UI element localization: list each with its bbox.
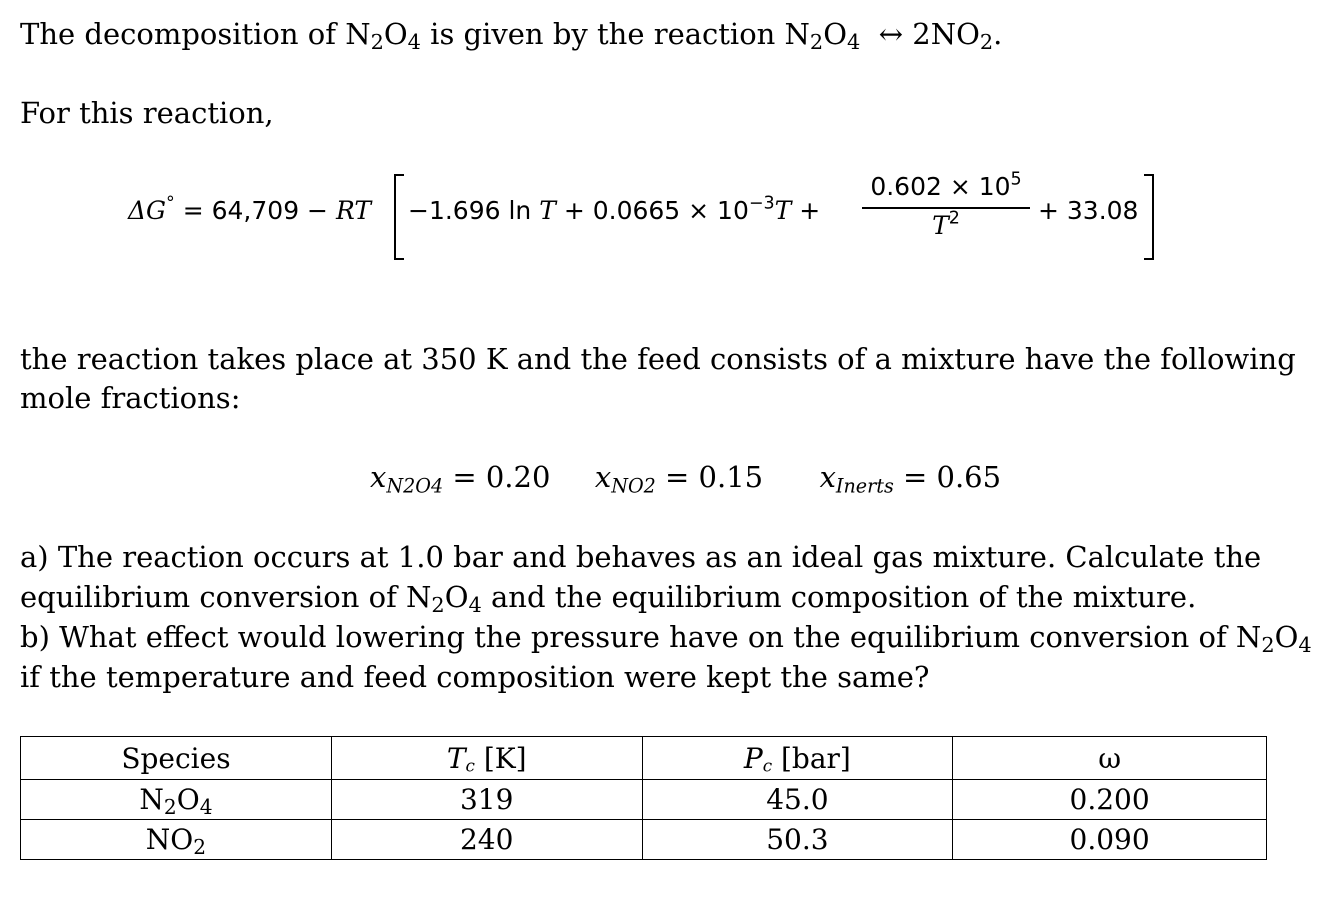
conditions-line-2: mole fractions: [20, 381, 241, 415]
equation-tail: + 33.08 [1038, 196, 1139, 225]
sub-2c: 2 [979, 30, 994, 55]
for-this-reaction: For this reaction, [20, 96, 274, 130]
intro-period: . [993, 17, 1003, 51]
equation-inner: −1.696 $\ln T + 0.0665 \times 10^{-3}T$ + [408, 193, 821, 225]
cell-tc: 319 [331, 780, 642, 820]
question-a-line-2: equilibrium conversion of $N_2O_4$ and the equilibrium composition of the mixture. [20, 580, 1197, 618]
cell-species: $NO_2$ [21, 820, 332, 860]
cell-pc: 45.0 [642, 780, 953, 820]
right-bracket [1144, 174, 1154, 260]
header-tc: Tc [K] [331, 737, 642, 780]
table-header-row [21, 737, 1267, 780]
header-species: Species [21, 737, 332, 780]
header-pc: Pc [bar] [642, 737, 953, 780]
left-bracket [394, 174, 404, 260]
question-b-line-1: b) What effect would lowering the pressure have on the equilibrium conversion of $N_2O_4$ [20, 620, 1312, 658]
question-b-line-2: if the temperature and feed composition were kept the same? [20, 660, 930, 694]
header-omega: ω [953, 737, 1267, 780]
sub-4b: 4 [847, 30, 861, 55]
sub-2b: 2 [809, 30, 824, 55]
conditions-line-1: the reaction takes place at 350 K and the feed consists of a mixture have the following [20, 342, 1296, 376]
equation-fraction: $0.602 \times 10^5$ $T^2$ [862, 170, 1030, 243]
intro-text-2: is given by the reaction N [420, 17, 810, 51]
intro-o2: O [823, 17, 847, 51]
cell-omega: 0.200 [953, 780, 1267, 820]
intro-o: O [383, 17, 408, 51]
table-row [21, 780, 1267, 820]
mole-fraction-n2o4: xN2O4 = 0.20 [370, 460, 551, 498]
mole-fraction-no2: xNO2 = 0.15 [594, 460, 764, 498]
intro-text-3: 2NO [903, 17, 980, 51]
question-a-line-1: a) The reaction occurs at 1.0 bar and behaves as an ideal gas mixture. Calculate the [20, 540, 1262, 574]
cell-tc: 240 [331, 820, 642, 860]
cell-omega: 0.090 [953, 820, 1267, 860]
sub-2: 2 [370, 30, 384, 55]
equation-lhs: ΔG° = 64,709 − RT [128, 193, 372, 225]
cell-species: $N_2O_4$ [21, 780, 332, 820]
cell-pc: 50.3 [642, 820, 953, 860]
gibbs-equation [128, 168, 1168, 268]
mole-fractions [370, 457, 1001, 497]
sub-4: 4 [407, 30, 421, 55]
critical-properties-table [20, 736, 1267, 860]
reversible-arrow-icon: ↔ [878, 17, 904, 51]
mole-fraction-inerts: xInerts = 0.65 [819, 460, 1002, 498]
intro-line [20, 14, 1002, 54]
table-row [21, 820, 1267, 860]
intro-text-1: The decomposition of N [20, 17, 371, 51]
